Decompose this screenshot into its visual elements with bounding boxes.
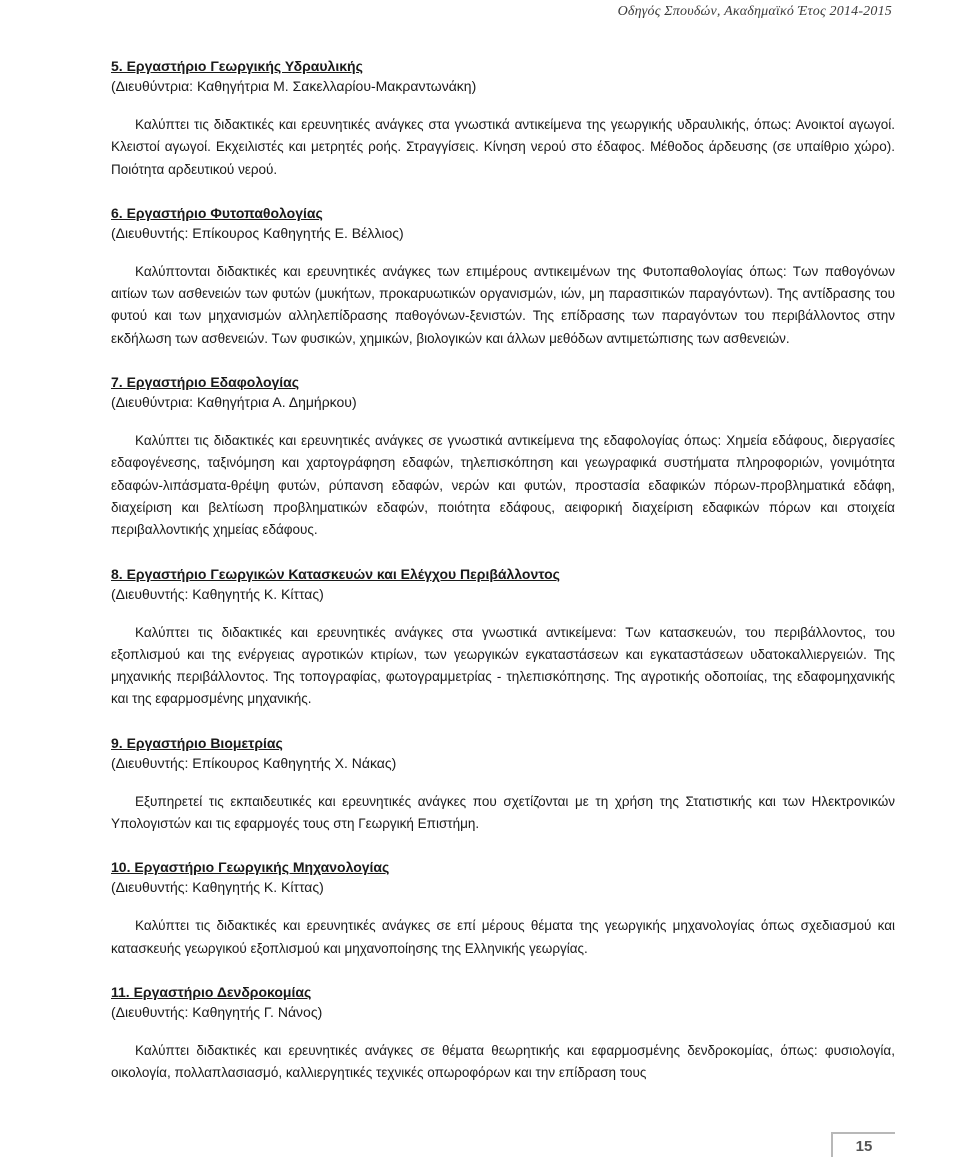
section-director: (Διευθύντρια: Καθηγήτρια Α. Δημήρκου) <box>111 394 357 411</box>
section-director: (Διευθυντής: Καθηγητής Κ. Κίττας) <box>111 585 324 602</box>
section-agricultural-engineering <box>111 857 895 960</box>
section-director: (Διευθύντρια: Καθηγήτρια Μ. Σακελλαρίου-Μακραντωνάκη) <box>111 78 477 94</box>
section-plant-pathology <box>111 203 895 350</box>
section-body: Καλύπτει διδακτικές και ερευνητικές ανάγκες σε θέματα θεωρητικής και εφαρμοσμένης δενδροκομίας, όπως: φυσιολογία, οικολογία, πολλαπλασιασμό, καλλιεργητικές τεχνικές οπωροφόρων και την επίδραση τους <box>111 1042 895 1081</box>
page-number-box <box>831 1132 895 1157</box>
section-title: 10. Εργαστήριο Γεωργικής Μηχανολογίας <box>111 859 390 876</box>
section-body: Καλύπτονται διδακτικές και ερευνητικές ανάγκες των επιμέρους αντικειμένων της Φυτοπαθολογίας όπως: Των παθογόνων αιτίων των ασθενειών των φυτών (μυκήτων, προκαρυωτικών οργανισμών, ιών, μη παρασιτικών παραγόντων). Της αντίδρασης του φυτού και των μηχανισμών αλληλεπίδρασης παθογόνων-ξενιστών. Της επίδρασης των παραγόντων του περιβάλλοντος στην εκδήλωση των ασθενειών. Των φυσικών, χημικών, βιολογικών και άλλων μεθόδων αντιμετώπισης των ασθενειών. <box>111 263 895 346</box>
section-pomology <box>111 982 895 1085</box>
section-body: Καλύπτει τις διδακτικές και ερευνητικές ανάγκες σε επί μέρους θέματα της γεωργικής μηχανολογίας όπως σχεδιασμού και κατασκευής γεωργικού εξοπλισμού και μηχανοποίησης της Ελληνικής γεωργίας. <box>111 918 895 956</box>
section-title: 9. Εργαστήριο Βιομετρίας <box>111 734 283 751</box>
section-title: 5. Εργαστήριο Γεωργικής Υδραυλικής <box>111 58 363 74</box>
section-title: 8. Εργαστήριο Γεωργικών Κατασκευών και Ελέγχου Περιβάλλοντος <box>111 565 560 582</box>
section-director: (Διευθυντής: Καθηγητής Κ. Κίττας) <box>111 879 324 896</box>
document-body <box>111 56 895 1107</box>
section-title: 11. Εργαστήριο Δενδροκομίας <box>111 983 312 1000</box>
section-title: 6. Εργαστήριο Φυτοπαθολογίας <box>111 204 323 221</box>
section-biometry <box>111 733 895 836</box>
section-director: (Διευθυντής: Καθηγητής Γ. Νάνος) <box>111 1003 323 1020</box>
section-body: Καλύπτει τις διδακτικές και ερευνητικές ανάγκες στα γνωστικά αντικείμενα: Των κατασκευών, του περιβάλλοντος, του εξοπλισμού και της ενέργειας αγροτικών κτιρίων, των γεωργικών εγκαταστάσεων και εγκαταστάσεων υδατοκαλλιεργειών. Της μηχανικής περιβάλλοντος. Της τοπογραφίας, φωτογραμμετρίας - τηλεπισκόπησης. Της αγροτικής οδοποιίας, της εδαφομηχανικής και της εφαρμοσμένης μηχανικής. <box>111 624 895 707</box>
page-number: 15 <box>855 1138 873 1155</box>
running-header: Οδηγός Σπουδών, Ακαδημαϊκό Έτος 2014-2015 <box>617 4 892 19</box>
section-body: Καλύπτει τις διδακτικές και ερευνητικές ανάγκες στα γνωστικά αντικείμενα της γεωργικής υδραυλικής, όπως: Ανοικτοί αγωγοί. Κλειστοί αγωγοί. Εκχειλιστές και μετρητές ροής. Στραγγίσεις. Κίνηση νερού στο έδαφος. Μέθοδος άρδευσης (σε υπαίθριο χώρο). Ποιότητα αρδευτικού νερού. <box>111 117 895 177</box>
section-title: 7. Εργαστήριο Εδαφολογίας <box>111 374 300 391</box>
section-agricultural-structures <box>111 564 895 711</box>
section-body: Εξυπηρετεί τις εκπαιδευτικές και ερευνητικές ανάγκες που σχετίζονται με τη χρήση της Στατιστικής και των Ηλεκτρονικών Υπολογιστών και τις εφαρμογές τους στη Γεωργική Επιστήμη. <box>111 793 895 832</box>
section-director: (Διευθυντής: Επίκουρος Καθηγητής Χ. Νάκας) <box>111 754 397 771</box>
section-body: Καλύπτει τις διδακτικές και ερευνητικές ανάγκες σε γνωστικά αντικείμενα της εδαφολογίας όπως: Χημεία εδάφους, διεργασίες εδαφογένεσης, ταξινόμηση και χαρτογράφηση εδαφών, τηλεπισκόπηση και γεωγραφικά συστήματα πληροφοριών, γονιμότητα εδαφών-λιπάσματα-θρέψη φυτών, ρύπανση εδαφών, νερών και φυτών, προστασία εδαφικών πόρων-προβληματικά εδάφη, διαχείριση και βελτίωση προβληματικών εδαφών, ποιότητα εδάφους, αειφορική διαχείριση εδαφικών πόρων και στοιχεία περιβαλλοντικής χημείας εδάφους. <box>111 433 895 538</box>
section-soil-science <box>111 372 895 541</box>
section-hydraulics <box>111 56 895 181</box>
section-director: (Διευθυντής: Επίκουρος Καθηγητής Ε. Βέλλιος) <box>111 224 404 241</box>
